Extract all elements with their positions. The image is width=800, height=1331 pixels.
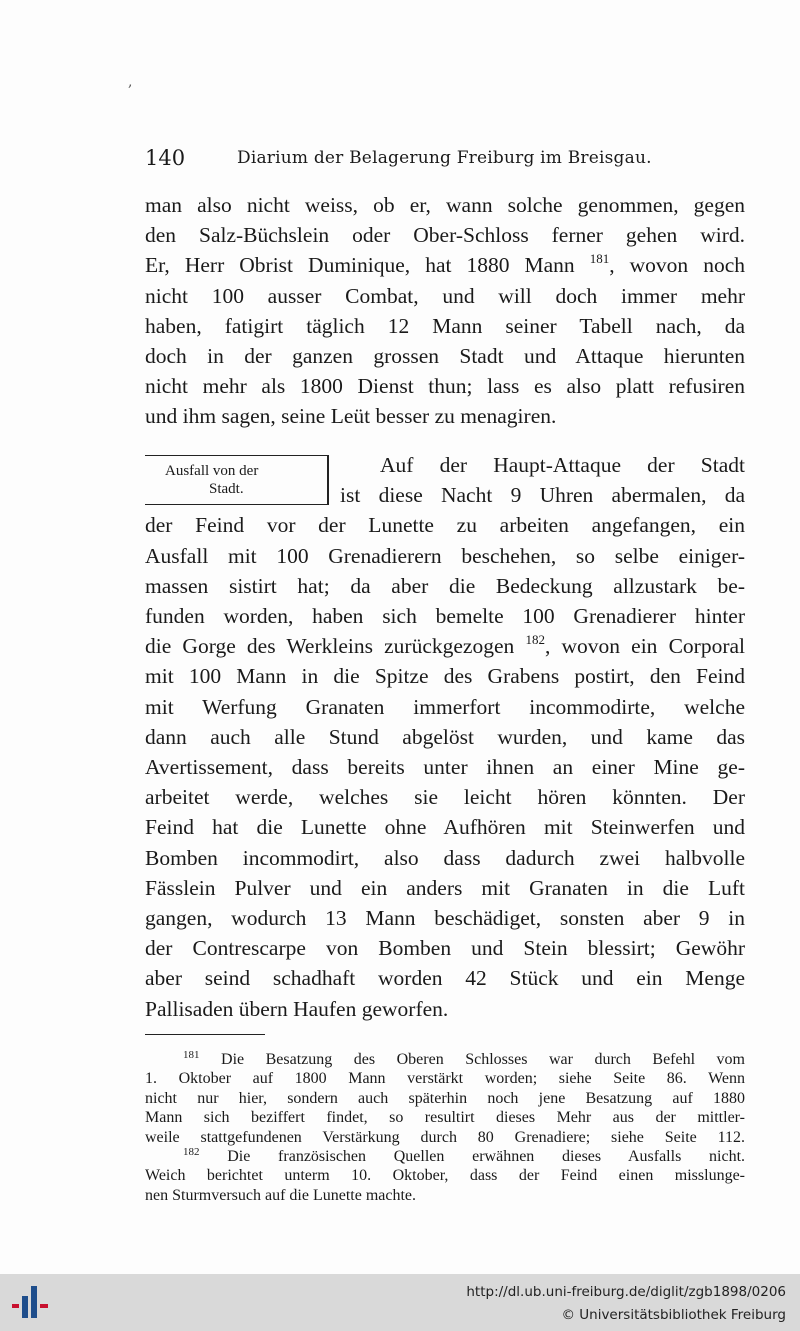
text-line: doch in der ganzen grossen Stadt und Attaque hierunten	[145, 344, 745, 369]
document-url-link[interactable]: http://dl.ub.uni-freiburg.de/diglit/zgb1898/0206	[466, 1284, 786, 1300]
text-line: ist diese Nacht 9 Uhren abermalen, da	[340, 483, 745, 508]
text-line: mit 100 Mann in die Spitze des Grabens postirt, den Feind	[145, 664, 745, 689]
text-line: aber seind schadhaft worden 42 Stück und ein Menge	[145, 966, 745, 991]
text-line: mit Werfung Granaten immerfort incommodirte, welche	[145, 694, 745, 719]
footnote-181: $^{181}$ Die Besatzung des Oberen Schlosses war durch Befehl vom	[183, 1049, 745, 1068]
copyright-text: © Universitätsbibliothek Freiburg	[561, 1307, 786, 1323]
text-line: der Feind vor der Lunette zu arbeiten angefangen, ein	[145, 513, 745, 538]
text-line: Er, Herr Obrist Duminique, hat 1880 Mann $^{181}$, wovon noch	[145, 251, 745, 278]
text-line: Feind hat die Lunette ohne Aufhören mit Steinwerfen und	[145, 815, 745, 840]
text-line: man also nicht weiss, ob er, wann solche genommen, gegen	[145, 193, 745, 217]
text-line: Avertissement, dass bereits unter ihnen an einer Mine ge-	[145, 755, 745, 780]
text-line: Fässlein Pulver und ein anders mit Granaten in die Luft	[145, 875, 745, 900]
footnote-line: 1. Oktober auf 1800 Mann verstärkt worden; siehe Seite 86. Wenn	[145, 1070, 745, 1088]
text-line: nicht 100 ausser Combat, und will doch immer mehr	[145, 283, 745, 308]
paragraph-1	[145, 190, 745, 432]
text-line: dann auch alle Stund abgelöst wurden, und kame das	[145, 724, 745, 749]
stray-mark: ,	[128, 74, 133, 90]
text-line: Pallisaden übern Haufen geworfen.	[145, 996, 449, 1021]
margin-note-line: Stadt.	[209, 481, 244, 497]
page-number: 140	[145, 146, 186, 170]
text-line: und ihm sagen, seine Leüt besser zu menagiren.	[145, 404, 557, 429]
footnote-line: nen Sturmversuch auf die Lunette machte.	[145, 1186, 417, 1204]
margin-note-line: Ausfall von der	[165, 463, 259, 479]
footnote-line: weile stattgefundenen Verstärkung durch 80 Grenadiere; siehe Seite 112.	[145, 1128, 745, 1146]
text-line: der Contrescarpe von Bomben und Stein blessirt; Gewöhr	[145, 936, 745, 961]
viewer-footer	[0, 1274, 800, 1331]
footnote-divider	[145, 1034, 265, 1035]
text-line: funden worden, haben sich bemelte 100 Grenadierer hinter	[145, 604, 745, 629]
footnotes	[145, 1050, 745, 1205]
footnote-ref-182[interactable]: 182	[525, 632, 545, 648]
footnote-182: $^{182}$ Die französischen Quellen erwähnen dieses Ausfalls nicht.	[183, 1146, 746, 1166]
footnote-line: Weich berichtet unterm 10. Oktober, dass der Feind einen misslunge-	[145, 1167, 745, 1185]
text-line: Auf der Haupt-Attaque der Stadt	[380, 453, 745, 477]
text-line: den Salz-Büchslein oder Ober-Schloss ferner gehen wird.	[145, 223, 745, 248]
text-line: gangen, wodurch 13 Mann beschädiget, sonsten aber 9 in	[145, 906, 745, 931]
text-line: nicht mehr als 1800 Dienst thun; lass es also platt refusiren	[145, 374, 745, 399]
footnote-line: nicht nur hier, sondern auch späterhin noch jene Besatzung auf 1880	[145, 1089, 745, 1107]
footnote-ref-181[interactable]: 181	[589, 251, 610, 267]
text-line: massen sistirt hat; da aber die Bedeckung allzustark be-	[145, 573, 745, 598]
paragraph-2	[145, 450, 745, 1024]
footnote-line: Mann sich beziffert findet, so resultirt dieses Mehr aus der mittler-	[145, 1109, 745, 1127]
running-title: Diarium der Belagerung Freiburg im Breisgau.	[237, 148, 652, 168]
ub-freiburg-logo-icon[interactable]	[10, 1282, 52, 1324]
text-line: Ausfall mit 100 Grenadierern beschehen, so selbe einiger-	[145, 543, 745, 568]
text-line: Bomben incommodirt, also dass dadurch zwei halbvolle	[145, 845, 745, 870]
text-line: arbeitet werde, welches sie leicht hören könnten. Der	[145, 785, 745, 810]
running-head	[145, 146, 745, 176]
text-line: die Gorge des Werkleins zurückgezogen $^{182}$, wovon ein Corporal	[145, 632, 746, 659]
text-line: haben, fatigirt täglich 12 Mann seiner Tabell nach, da	[145, 313, 745, 338]
